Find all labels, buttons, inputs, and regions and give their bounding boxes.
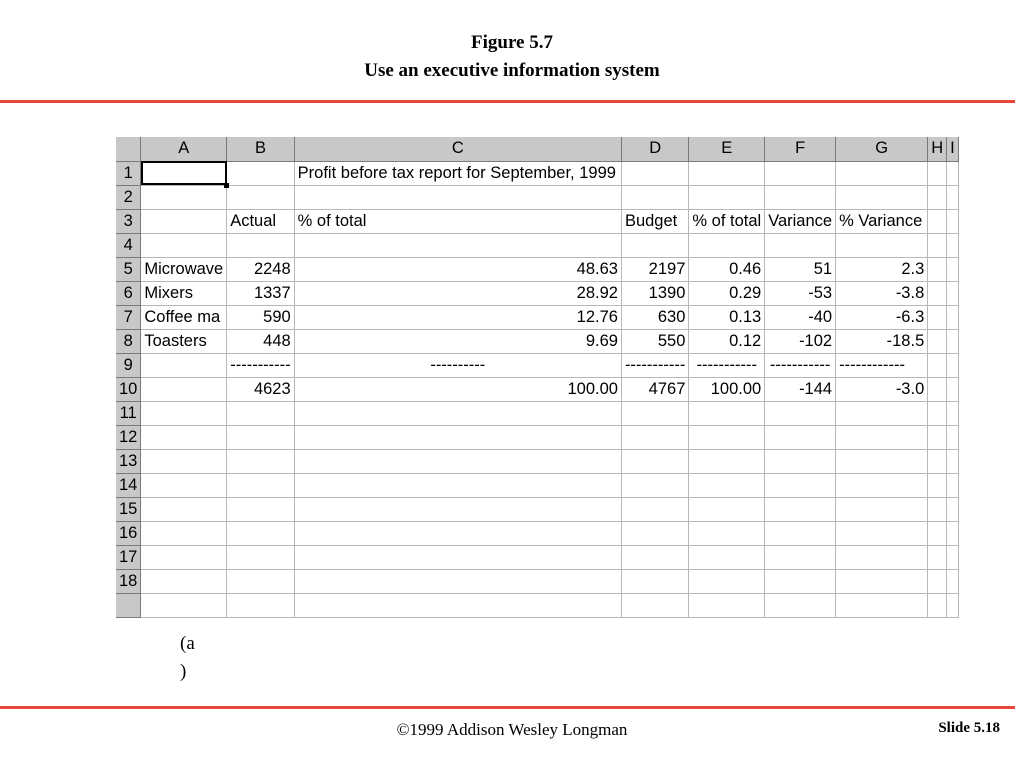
row-header[interactable]: 1 <box>116 161 141 185</box>
cell[interactable] <box>947 497 959 521</box>
row-header[interactable]: 12 <box>116 425 141 449</box>
header-pct-variance[interactable] <box>836 209 928 233</box>
cell[interactable] <box>836 497 928 521</box>
cell[interactable] <box>227 521 294 545</box>
slide-subtitle: Use an executive information system <box>364 60 660 81</box>
column-header-a[interactable]: A <box>141 137 227 161</box>
cell[interactable] <box>141 449 227 473</box>
cell[interactable] <box>689 185 765 209</box>
cell-pct-variance[interactable]: 2.3 <box>836 257 928 281</box>
cell[interactable] <box>227 569 294 593</box>
slide-number: Slide 5.18 <box>938 720 1000 736</box>
header-budget[interactable]: Budget <box>621 209 688 233</box>
total-pct-total[interactable]: 100.00 <box>294 377 621 401</box>
cell-actual[interactable]: 1337 <box>227 281 294 305</box>
cell[interactable] <box>141 569 227 593</box>
row-header[interactable]: 4 <box>116 233 141 257</box>
cell[interactable] <box>836 401 928 425</box>
cell[interactable] <box>947 233 959 257</box>
caption-line: ) <box>180 661 187 682</box>
cell-budget[interactable]: 550 <box>621 329 688 353</box>
cell-pct-total[interactable]: 12.76 <box>294 305 621 329</box>
separator-cell[interactable]: ----------- <box>227 353 294 377</box>
cell[interactable] <box>928 209 947 233</box>
column-header-d[interactable]: D <box>621 137 688 161</box>
cell[interactable] <box>765 425 836 449</box>
cell[interactable] <box>765 233 836 257</box>
cell[interactable] <box>689 425 765 449</box>
spreadsheet[interactable] <box>116 137 955 613</box>
cell-pct-total-budget[interactable]: 0.46 <box>689 257 765 281</box>
column-header-h[interactable]: H <box>928 137 947 161</box>
cell[interactable] <box>227 233 294 257</box>
cell[interactable] <box>947 377 959 401</box>
select-all-corner[interactable] <box>116 137 141 161</box>
cell-c1[interactable] <box>294 161 621 185</box>
column-header-f[interactable]: F <box>765 137 836 161</box>
cell[interactable] <box>689 593 765 617</box>
cell-variance[interactable]: 51 <box>765 257 836 281</box>
cell[interactable] <box>621 233 688 257</box>
cell[interactable] <box>294 401 621 425</box>
sheet-row <box>116 209 958 233</box>
header-actual[interactable]: Actual <box>227 209 294 233</box>
row-header[interactable] <box>116 593 141 617</box>
row-header[interactable]: 2 <box>116 185 141 209</box>
column-header-g[interactable]: G <box>836 137 928 161</box>
cell[interactable] <box>928 545 947 569</box>
row-header[interactable]: 15 <box>116 497 141 521</box>
cell[interactable] <box>836 593 928 617</box>
cell-variance[interactable]: -53 <box>765 281 836 305</box>
cell[interactable] <box>141 593 227 617</box>
cell[interactable] <box>141 425 227 449</box>
separator-cell[interactable]: ----------- <box>765 353 836 377</box>
top-divider <box>0 100 1015 103</box>
fill-handle[interactable] <box>224 183 229 188</box>
sheet-row <box>116 425 958 449</box>
cell-variance[interactable]: -40 <box>765 305 836 329</box>
cell[interactable] <box>836 161 928 185</box>
sheet-row <box>116 281 958 305</box>
product-label[interactable]: Coffee ma <box>141 305 227 329</box>
separator-cell[interactable]: ----------- <box>621 353 688 377</box>
row-header[interactable]: 5 <box>116 257 141 281</box>
cell[interactable] <box>928 329 947 353</box>
cell-actual[interactable]: 590 <box>227 305 294 329</box>
cell[interactable] <box>227 425 294 449</box>
cell-actual[interactable]: 448 <box>227 329 294 353</box>
cell[interactable] <box>294 497 621 521</box>
cell[interactable] <box>928 233 947 257</box>
cell[interactable] <box>928 569 947 593</box>
slide-title: Figure 5.7 <box>471 32 553 53</box>
cell[interactable] <box>621 569 688 593</box>
column-header-b[interactable]: B <box>227 137 294 161</box>
sheet-row <box>116 401 958 425</box>
cell[interactable] <box>947 473 959 497</box>
product-label[interactable]: Mixers <box>141 281 227 305</box>
cell[interactable] <box>294 569 621 593</box>
cell[interactable] <box>947 257 959 281</box>
cell[interactable] <box>928 257 947 281</box>
figure-caption <box>180 630 195 686</box>
sheet-row <box>116 185 958 209</box>
cell[interactable] <box>294 449 621 473</box>
cell[interactable] <box>928 305 947 329</box>
cell[interactable] <box>765 473 836 497</box>
cell[interactable] <box>947 521 959 545</box>
copyright-footer: ©1999 Addison Wesley Longman <box>396 720 628 739</box>
cell[interactable] <box>947 281 959 305</box>
sheet-row <box>116 377 958 401</box>
cell[interactable] <box>928 497 947 521</box>
cell[interactable] <box>947 425 959 449</box>
cell[interactable] <box>141 521 227 545</box>
cell[interactable] <box>947 449 959 473</box>
total-budget[interactable]: 4767 <box>621 377 688 401</box>
cell[interactable] <box>227 593 294 617</box>
sheet-row <box>116 353 958 377</box>
cell-pct-total-budget[interactable]: 0.12 <box>689 329 765 353</box>
cell-pct-variance[interactable]: -3.8 <box>836 281 928 305</box>
cell[interactable] <box>294 473 621 497</box>
separator-text: ------------ <box>839 355 906 374</box>
cell[interactable] <box>765 497 836 521</box>
cell[interactable] <box>227 401 294 425</box>
cell[interactable] <box>765 161 836 185</box>
cell[interactable] <box>294 233 621 257</box>
cell[interactable] <box>621 521 688 545</box>
sheet-row <box>116 569 958 593</box>
cell[interactable] <box>947 185 959 209</box>
cell[interactable] <box>141 401 227 425</box>
separator-cell[interactable]: ---------- <box>294 353 621 377</box>
column-header-e[interactable]: E <box>689 137 765 161</box>
cell[interactable] <box>928 161 947 185</box>
cell[interactable] <box>227 473 294 497</box>
cell[interactable] <box>621 449 688 473</box>
product-label[interactable]: Toasters <box>141 329 227 353</box>
cell[interactable] <box>294 593 621 617</box>
cell[interactable] <box>947 569 959 593</box>
cell[interactable] <box>928 521 947 545</box>
row-header[interactable]: 13 <box>116 449 141 473</box>
cell[interactable] <box>141 377 227 401</box>
cell[interactable] <box>621 401 688 425</box>
cell-pct-variance[interactable]: -18.5 <box>836 329 928 353</box>
row-header[interactable]: 10 <box>116 377 141 401</box>
sheet-row <box>116 449 958 473</box>
column-header-i[interactable]: I <box>947 137 959 161</box>
cell[interactable] <box>227 545 294 569</box>
cell-pct-total[interactable]: 28.92 <box>294 281 621 305</box>
total-pct-total-budget[interactable]: 100.00 <box>689 377 765 401</box>
report-title: Profit before tax report for September, 1999 <box>297 163 616 182</box>
cell[interactable] <box>689 521 765 545</box>
cell[interactable] <box>928 281 947 305</box>
cell[interactable] <box>621 545 688 569</box>
row-header[interactable]: 11 <box>116 401 141 425</box>
cell[interactable] <box>689 569 765 593</box>
cell[interactable] <box>836 449 928 473</box>
header-variance[interactable]: Variance <box>765 209 836 233</box>
sheet-row <box>116 497 958 521</box>
header-pct-total-budget[interactable]: % of total <box>689 209 765 233</box>
cell[interactable] <box>836 473 928 497</box>
row-header[interactable]: 9 <box>116 353 141 377</box>
total-actual[interactable]: 4623 <box>227 377 294 401</box>
cell[interactable] <box>141 473 227 497</box>
cell[interactable] <box>928 593 947 617</box>
cell[interactable] <box>689 473 765 497</box>
cell[interactable] <box>765 521 836 545</box>
row-header[interactable]: 6 <box>116 281 141 305</box>
sheet-row <box>116 473 958 497</box>
cell[interactable] <box>928 377 947 401</box>
cell[interactable] <box>689 161 765 185</box>
total-pct-variance[interactable]: -3.0 <box>836 377 928 401</box>
total-variance[interactable]: -144 <box>765 377 836 401</box>
cell-pct-variance[interactable]: -6.3 <box>836 305 928 329</box>
cell[interactable] <box>836 569 928 593</box>
cell[interactable] <box>928 401 947 425</box>
cell[interactable] <box>141 497 227 521</box>
cell[interactable] <box>227 449 294 473</box>
cell[interactable] <box>621 185 688 209</box>
cell[interactable] <box>765 401 836 425</box>
caption-line: (a <box>180 633 195 654</box>
cell[interactable] <box>947 545 959 569</box>
header-pct-total[interactable]: % of total <box>294 209 621 233</box>
cell-a1-selected[interactable] <box>141 161 227 185</box>
cell[interactable] <box>947 329 959 353</box>
cell[interactable] <box>947 593 959 617</box>
cell[interactable] <box>689 401 765 425</box>
separator-cell[interactable] <box>836 353 928 377</box>
sheet-row <box>116 305 958 329</box>
cell[interactable] <box>621 161 688 185</box>
product-label[interactable]: Microwave <box>141 257 227 281</box>
cell[interactable] <box>294 521 621 545</box>
bottom-divider <box>0 706 1015 709</box>
cell[interactable] <box>227 185 294 209</box>
cell[interactable] <box>227 497 294 521</box>
cell-budget[interactable]: 2197 <box>621 257 688 281</box>
cell[interactable] <box>141 185 227 209</box>
cell-actual[interactable]: 2248 <box>227 257 294 281</box>
cell[interactable] <box>947 353 959 377</box>
cell[interactable] <box>294 425 621 449</box>
row-header[interactable]: 18 <box>116 569 141 593</box>
cell[interactable] <box>928 449 947 473</box>
cell-pct-total[interactable]: 9.69 <box>294 329 621 353</box>
cell[interactable] <box>765 593 836 617</box>
cell[interactable] <box>836 545 928 569</box>
cell[interactable] <box>621 593 688 617</box>
cell[interactable] <box>141 209 227 233</box>
row-header[interactable]: 17 <box>116 545 141 569</box>
row-header[interactable]: 3 <box>116 209 141 233</box>
cell[interactable] <box>836 425 928 449</box>
cell[interactable] <box>928 425 947 449</box>
cell[interactable] <box>765 545 836 569</box>
sheet-row <box>116 593 958 617</box>
column-header-row <box>116 137 958 161</box>
cell[interactable] <box>928 473 947 497</box>
row-header[interactable]: 16 <box>116 521 141 545</box>
cell[interactable] <box>928 185 947 209</box>
cell[interactable] <box>227 161 294 185</box>
cell[interactable] <box>765 569 836 593</box>
cell[interactable] <box>765 185 836 209</box>
spreadsheet-grid <box>116 137 959 618</box>
cell[interactable] <box>947 401 959 425</box>
sheet-row <box>116 521 958 545</box>
row-header[interactable]: 8 <box>116 329 141 353</box>
cell[interactable] <box>836 185 928 209</box>
sheet-row <box>116 329 958 353</box>
header-pct-variance-text: % Variance <box>839 211 923 230</box>
cell[interactable] <box>621 425 688 449</box>
cell[interactable] <box>621 497 688 521</box>
cell-pct-total-budget[interactable]: 0.29 <box>689 281 765 305</box>
cell[interactable] <box>689 449 765 473</box>
cell[interactable] <box>141 233 227 257</box>
cell[interactable] <box>141 353 227 377</box>
cell[interactable] <box>836 521 928 545</box>
cell-budget[interactable]: 1390 <box>621 281 688 305</box>
cell-pct-total[interactable]: 48.63 <box>294 257 621 281</box>
cell[interactable] <box>947 161 959 185</box>
separator-cell[interactable]: ----------- <box>689 353 765 377</box>
cell[interactable] <box>836 233 928 257</box>
row-header[interactable]: 14 <box>116 473 141 497</box>
sheet-row <box>116 545 958 569</box>
cell[interactable] <box>947 209 959 233</box>
cell[interactable] <box>947 305 959 329</box>
cell[interactable] <box>689 233 765 257</box>
sheet-row <box>116 233 958 257</box>
cell[interactable] <box>141 545 227 569</box>
cell[interactable] <box>294 545 621 569</box>
cell-variance[interactable]: -102 <box>765 329 836 353</box>
cell[interactable] <box>689 545 765 569</box>
cell-pct-total-budget[interactable]: 0.13 <box>689 305 765 329</box>
cell[interactable] <box>765 449 836 473</box>
column-header-c[interactable]: C <box>294 137 621 161</box>
cell[interactable] <box>928 353 947 377</box>
cell[interactable] <box>294 185 621 209</box>
row-header[interactable]: 7 <box>116 305 141 329</box>
cell[interactable] <box>689 497 765 521</box>
cell-budget[interactable]: 630 <box>621 305 688 329</box>
sheet-row <box>116 161 958 185</box>
sheet-row <box>116 257 958 281</box>
cell[interactable] <box>621 473 688 497</box>
